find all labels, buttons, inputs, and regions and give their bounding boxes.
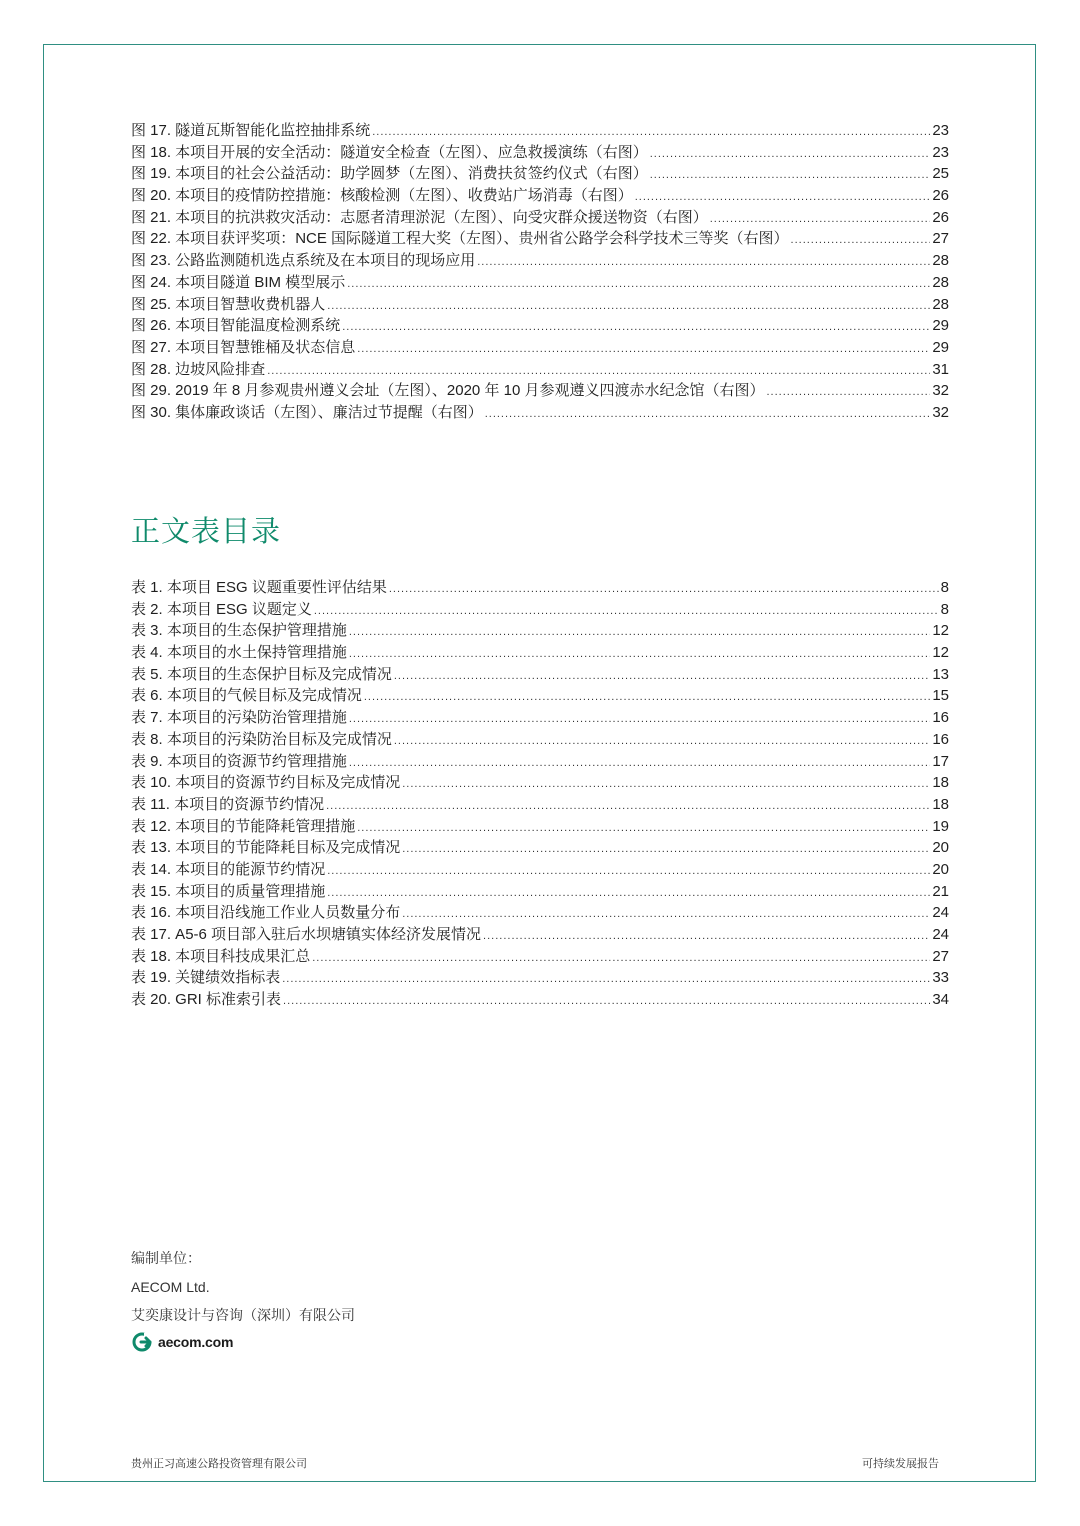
toc-item[interactable]: [131, 881, 949, 903]
toc-item-page: 29: [932, 338, 949, 356]
aecom-arrow-icon: [131, 1331, 153, 1353]
toc-item-label: 图 23. 公路监测随机选点系统及在本项目的现场应用: [131, 252, 476, 270]
toc-leader-dots: [357, 339, 930, 361]
toc-item-label: 表 11. 本项目的资源节约情况: [131, 795, 325, 813]
toc-item[interactable]: [131, 402, 949, 424]
toc-item-page: 24: [932, 926, 949, 943]
toc-item-page: 31: [932, 360, 949, 378]
toc-item[interactable]: [131, 207, 949, 229]
toc-item[interactable]: [131, 707, 949, 729]
toc-item-page: 13: [932, 665, 949, 683]
toc-item-page: 25: [932, 165, 949, 183]
toc-item[interactable]: [131, 772, 949, 794]
toc-item[interactable]: [131, 380, 949, 402]
toc-item-page: 16: [932, 730, 949, 748]
toc-item[interactable]: [131, 337, 949, 359]
toc-item[interactable]: [131, 816, 949, 838]
toc-item-label: 图 26. 本项目智能温度检测系统: [131, 317, 341, 335]
toc-item[interactable]: [131, 751, 949, 773]
toc-item-label: 表 9. 本项目的资源节约管理措施: [131, 752, 347, 770]
toc-item[interactable]: [131, 967, 949, 989]
toc-leader-dots: [650, 165, 931, 187]
toc-leader-dots: [710, 209, 931, 231]
toc-item-label: 图 19. 本项目的社会公益活动：助学圆梦（左图）、消费扶贫签约仪式（右图）: [131, 165, 648, 183]
toc-item-label: 表 16. 本项目沿线施工作业人员数量分布: [131, 904, 401, 922]
toc-leader-dots: [402, 904, 930, 926]
toc-item-label: 表 20. GRI 标准索引表: [131, 991, 282, 1009]
company-name-en: AECOM Ltd.: [131, 1279, 210, 1295]
toc-item[interactable]: [131, 228, 949, 250]
toc-item[interactable]: [131, 294, 949, 316]
toc-item[interactable]: [131, 185, 949, 207]
toc-item-page: 18: [932, 795, 949, 813]
toc-item-label: 图 29. 2019 年 8 月参观贵州遵义会址（左图）、2020 年 10 月参观遵义四渡赤水纪念馆（右图）: [131, 382, 765, 400]
company-name-cn: 艾奕康设计与咨询（深圳）有限公司: [131, 1307, 355, 1323]
aecom-logo-link[interactable]: [131, 1331, 233, 1353]
toc-item-page: 18: [932, 774, 949, 792]
toc-item[interactable]: [131, 120, 949, 142]
toc-item-label: 表 15. 本项目的质量管理措施: [131, 882, 326, 900]
toc-item-page: 28: [932, 295, 949, 313]
toc-item-page: 23: [932, 122, 949, 139]
toc-leader-dots: [394, 666, 930, 688]
toc-item-page: 15: [932, 687, 949, 705]
tables-toc-list: [131, 577, 949, 1011]
toc-item-page: 12: [932, 644, 949, 662]
toc-item-page: 16: [932, 709, 949, 727]
toc-leader-dots: [477, 252, 930, 274]
figures-toc-list: [131, 120, 949, 424]
toc-item-page: 20: [932, 860, 949, 878]
toc-leader-dots: [635, 187, 931, 209]
toc-item-label: 图 27. 本项目智慧锥桶及状态信息: [131, 338, 356, 356]
toc-item-label: 表 7. 本项目的污染防治管理措施: [131, 709, 347, 727]
toc-item-label: 表 10. 本项目的资源节约目标及完成情况: [131, 774, 401, 792]
toc-leader-dots: [349, 753, 930, 775]
toc-item-label: 表 4. 本项目的水土保持管理措施: [131, 644, 347, 662]
toc-leader-dots: [283, 991, 930, 1013]
toc-item-label: 表 8. 本项目的污染防治目标及完成情况: [131, 730, 392, 748]
toc-item-page: 24: [932, 904, 949, 922]
toc-leader-dots: [766, 382, 930, 404]
toc-item[interactable]: [131, 577, 949, 599]
toc-item[interactable]: [131, 163, 949, 185]
toc-item[interactable]: [131, 989, 949, 1011]
toc-item[interactable]: [131, 359, 949, 381]
toc-item[interactable]: [131, 946, 949, 968]
toc-item-page: 19: [932, 817, 949, 835]
toc-item[interactable]: [131, 837, 949, 859]
toc-item-label: 图 25. 本项目智慧收费机器人: [131, 295, 326, 313]
toc-item-page: 21: [932, 882, 949, 900]
toc-item-label: 图 17. 隧道瓦斯智能化监控抽排系统: [131, 122, 371, 139]
toc-item-label: 图 24. 本项目隧道 BIM 模型展示: [131, 273, 346, 291]
toc-item[interactable]: [131, 924, 949, 946]
toc-leader-dots: [389, 579, 939, 601]
toc-item-page: 33: [932, 969, 949, 987]
toc-leader-dots: [282, 969, 930, 991]
toc-item[interactable]: [131, 642, 949, 664]
toc-item[interactable]: [131, 664, 949, 686]
toc-leader-dots: [372, 122, 930, 144]
toc-item-page: 23: [932, 143, 949, 161]
toc-item-label: 表 17. A5-6 项目部入驻后水坝塘镇实体经济发展情况: [131, 926, 482, 943]
toc-item-page: 12: [932, 622, 949, 640]
toc-item-label: 图 18. 本项目开展的安全活动：隧道安全检查（左图）、应急救援演练（右图）: [131, 143, 648, 161]
toc-leader-dots: [326, 796, 930, 818]
toc-item-label: 图 30. 集体廉政谈话（左图）、廉洁过节提醒（右图）: [131, 403, 483, 421]
toc-leader-dots: [357, 818, 930, 840]
toc-item-label: 表 12. 本项目的节能降耗管理措施: [131, 817, 356, 835]
toc-item-page: 17: [932, 752, 949, 770]
toc-leader-dots: [314, 601, 939, 623]
toc-item-label: 图 20. 本项目的疫情防控措施：核酸检测（左图）、收费站广场消毒（右图）: [131, 187, 633, 205]
toc-item[interactable]: [131, 272, 949, 294]
aecom-url: aecom.com: [158, 1334, 234, 1350]
toc-item-page: 26: [932, 208, 949, 226]
toc-leader-dots: [327, 861, 930, 883]
toc-item[interactable]: [131, 794, 949, 816]
toc-item[interactable]: [131, 315, 949, 337]
toc-leader-dots: [483, 926, 930, 948]
toc-item-label: 表 1. 本项目 ESG 议题重要性评估结果: [131, 579, 387, 596]
toc-item-page: 28: [932, 252, 949, 270]
toc-item-label: 表 3. 本项目的生态保护管理措施: [131, 622, 347, 640]
toc-item-label: 表 5. 本项目的生态保护目标及完成情况: [131, 665, 392, 683]
toc-leader-dots: [394, 731, 930, 753]
toc-item[interactable]: [131, 142, 949, 164]
toc-item-label: 表 6. 本项目的气候目标及完成情况: [131, 687, 362, 705]
toc-item-page: 27: [932, 947, 949, 965]
toc-item[interactable]: [131, 859, 949, 881]
toc-leader-dots: [267, 361, 930, 383]
toc-item[interactable]: [131, 599, 949, 621]
toc-item[interactable]: [131, 729, 949, 751]
toc-leader-dots: [349, 622, 930, 644]
toc-leader-dots: [347, 274, 930, 296]
footer-company: 贵州正习高速公路投资管理有限公司: [131, 1457, 307, 1470]
compiler-label: 编制单位：: [131, 1250, 201, 1266]
toc-leader-dots: [791, 230, 931, 252]
toc-item-label: 图 21. 本项目的抗洪救灾活动：志愿者清理淤泥（左图）、向受灾群众援送物资（右图）: [131, 208, 708, 226]
toc-item-page: 27: [932, 230, 949, 248]
toc-leader-dots: [485, 404, 931, 426]
toc-leader-dots: [402, 839, 930, 861]
toc-item-label: 表 13. 本项目的节能降耗目标及完成情况: [131, 839, 401, 857]
toc-item[interactable]: [131, 620, 949, 642]
toc-item-page: 32: [932, 403, 949, 421]
toc-leader-dots: [342, 317, 930, 339]
toc-item-page: 34: [932, 991, 949, 1009]
toc-item-page: 26: [932, 187, 949, 205]
toc-item-page: 32: [932, 382, 949, 400]
toc-item-label: 表 2. 本项目 ESG 议题定义: [131, 600, 312, 618]
toc-item-label: 图 22. 本项目获评奖项：NCE 国际隧道工程大奖（左图）、贵州省公路学会科学技术三等奖（右图）: [131, 230, 789, 248]
toc-item-page: 8: [940, 600, 949, 618]
toc-item-label: 表 14. 本项目的能源节约情况: [131, 860, 326, 878]
toc-leader-dots: [327, 296, 930, 318]
toc-item[interactable]: [131, 902, 949, 924]
tables-toc-heading: 正文表目录: [131, 516, 282, 548]
toc-item[interactable]: [131, 685, 949, 707]
toc-leader-dots: [349, 709, 930, 731]
toc-item-page: 20: [932, 839, 949, 857]
toc-leader-dots: [327, 883, 930, 905]
toc-leader-dots: [364, 687, 930, 709]
toc-leader-dots: [650, 144, 931, 166]
toc-leader-dots: [312, 948, 930, 970]
toc-item-page: 28: [932, 273, 949, 291]
footer-report-title: 可持续发展报告: [862, 1457, 939, 1470]
toc-item[interactable]: [131, 250, 949, 272]
toc-item-page: 8: [940, 579, 949, 596]
toc-item-page: 29: [932, 317, 949, 335]
toc-item-label: 图 28. 边坡风险排查: [131, 360, 266, 378]
toc-item-label: 表 18. 本项目科技成果汇总: [131, 947, 311, 965]
toc-leader-dots: [349, 644, 930, 666]
toc-item-label: 表 19. 关键绩效指标表: [131, 969, 281, 987]
toc-leader-dots: [402, 774, 930, 796]
